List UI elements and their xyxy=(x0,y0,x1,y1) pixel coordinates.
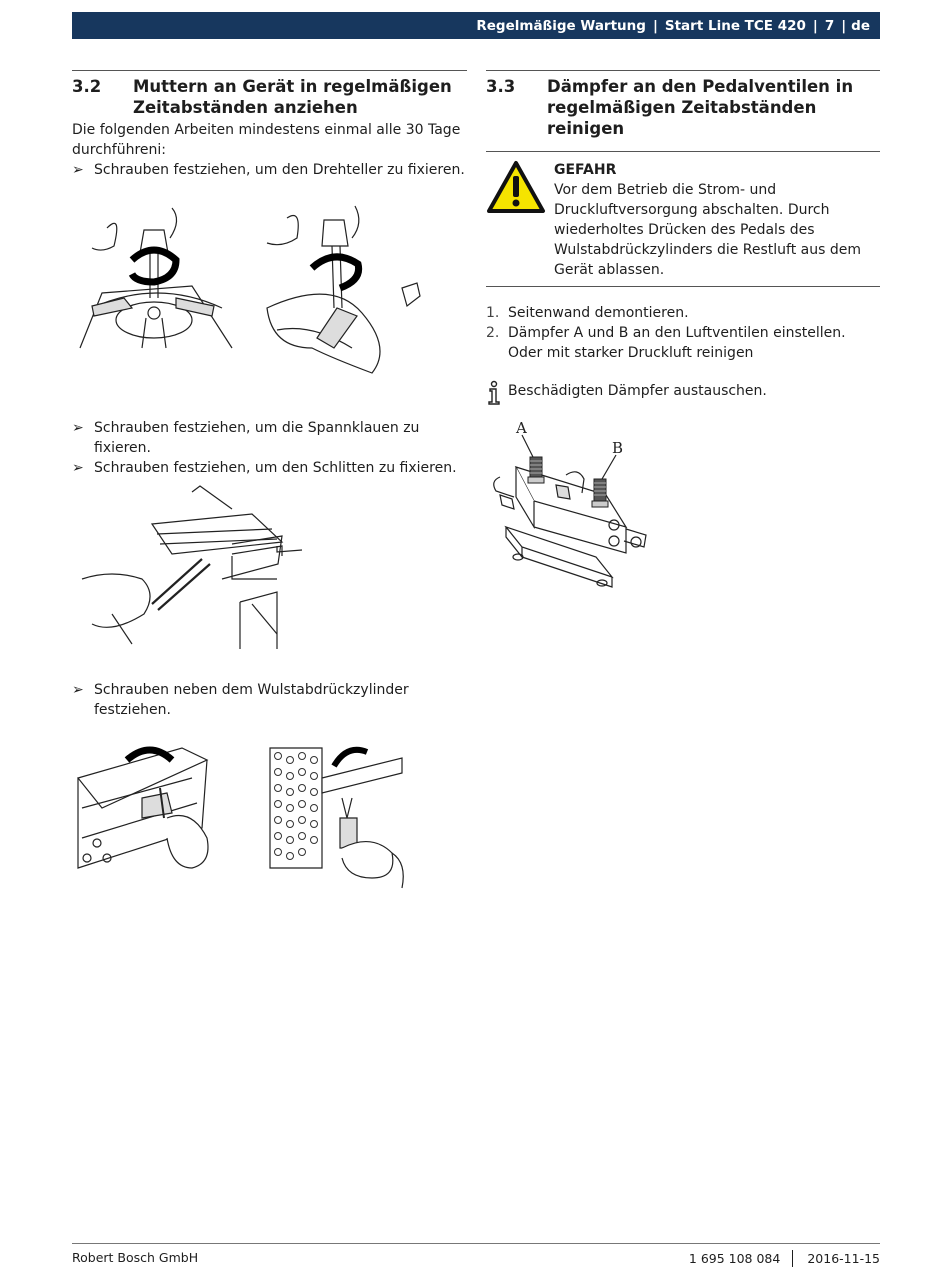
info-note xyxy=(486,381,880,409)
section-3-2 xyxy=(72,70,467,888)
section-title: Muttern an Gerät in regelmäßigen Zeitabständen anziehen xyxy=(133,77,452,117)
header-language: de xyxy=(851,17,870,34)
header-separator: | xyxy=(841,17,847,34)
rotate-arrow-icon xyxy=(312,257,359,288)
rotate-arrow-icon xyxy=(132,250,176,282)
section-heading xyxy=(486,71,880,139)
valve-block-figure xyxy=(486,417,880,597)
warning-body: Vor dem Betrieb die Strom- und Druckluftversorgung abschalten. Durch wiederholtes Drücken des Pedals des Wulstabdrückzylinders die Restluft aus dem Gerät ablassen. xyxy=(554,182,862,278)
footer-date: 2016-11-15 xyxy=(807,1251,880,1266)
rotate-arrow-icon xyxy=(334,750,367,766)
label-b: B xyxy=(612,439,624,457)
damper-a xyxy=(528,457,544,483)
bullet-text: Schrauben festziehen, um die Spannklauen zu fixieren. xyxy=(94,420,420,456)
header-section: Regelmäßige Wartung xyxy=(476,17,646,34)
danger-warning-box xyxy=(486,151,880,287)
bead-breaker-figure xyxy=(72,738,467,888)
footer-rule xyxy=(72,1243,880,1244)
intro-paragraph: Die folgenden Arbeiten mindestens einmal alle 30 Tage durchführeni: xyxy=(72,122,461,158)
bullet-arrow-icon: ➢ xyxy=(72,162,84,178)
list-item xyxy=(486,303,880,323)
bullet-item xyxy=(72,418,467,458)
header-product: Start Line TCE 420 xyxy=(664,17,806,34)
step-text: Seitenwand demontieren. xyxy=(508,305,689,321)
footer-company: Robert Bosch GmbH xyxy=(72,1250,199,1265)
bullet-arrow-icon: ➢ xyxy=(72,420,84,436)
warning-text xyxy=(554,160,880,280)
info-text: Beschädigten Dämpfer austauschen. xyxy=(508,383,767,399)
bullet-arrow-icon: ➢ xyxy=(72,460,84,476)
header-separator: | xyxy=(652,17,658,34)
warning-triangle-icon xyxy=(486,160,554,280)
step-number: 2. xyxy=(486,325,500,341)
turntable-left-illustration xyxy=(80,208,232,348)
page-header-bar xyxy=(72,12,880,39)
label-a: A xyxy=(516,419,527,437)
footer-divider xyxy=(792,1250,793,1267)
turntable-figure xyxy=(72,198,467,398)
bullet-text: Schrauben festziehen, um den Schlitten zu fixieren. xyxy=(94,460,457,476)
bullet-text: Schrauben neben dem Wulstabdrückzylinder festziehen. xyxy=(94,682,409,718)
section-number: 3.3 xyxy=(486,77,516,96)
bullet-text: Schrauben festziehen, um den Drehteller zu fixieren. xyxy=(94,162,465,178)
info-icon xyxy=(486,381,508,409)
carriage-figure xyxy=(72,484,467,654)
damper-b xyxy=(592,479,608,507)
section-heading xyxy=(72,71,467,118)
section-title: Dämpfer an den Pedalventilen in regelmäßigen Zeitabständen reinigen xyxy=(547,77,854,138)
section-number: 3.2 xyxy=(72,77,102,96)
warning-title: GEFAHR xyxy=(554,162,617,178)
bullet-item xyxy=(72,458,467,478)
list-item xyxy=(486,323,880,363)
header-page-number: 7 xyxy=(824,17,835,34)
step-text: Dämpfer A und B an den Luftventilen einstellen. Oder mit starker Druckluft reinigen xyxy=(508,325,846,361)
footer-meta xyxy=(689,1250,880,1267)
steps-list xyxy=(486,303,880,363)
step-number: 1. xyxy=(486,305,500,321)
bullet-item xyxy=(72,160,467,180)
section-3-3 xyxy=(486,70,880,597)
bullet-arrow-icon: ➢ xyxy=(72,682,84,698)
bullet-item xyxy=(72,680,467,720)
footer-doc-number: 1 695 108 084 xyxy=(688,1251,781,1266)
header-separator: | xyxy=(812,17,818,34)
